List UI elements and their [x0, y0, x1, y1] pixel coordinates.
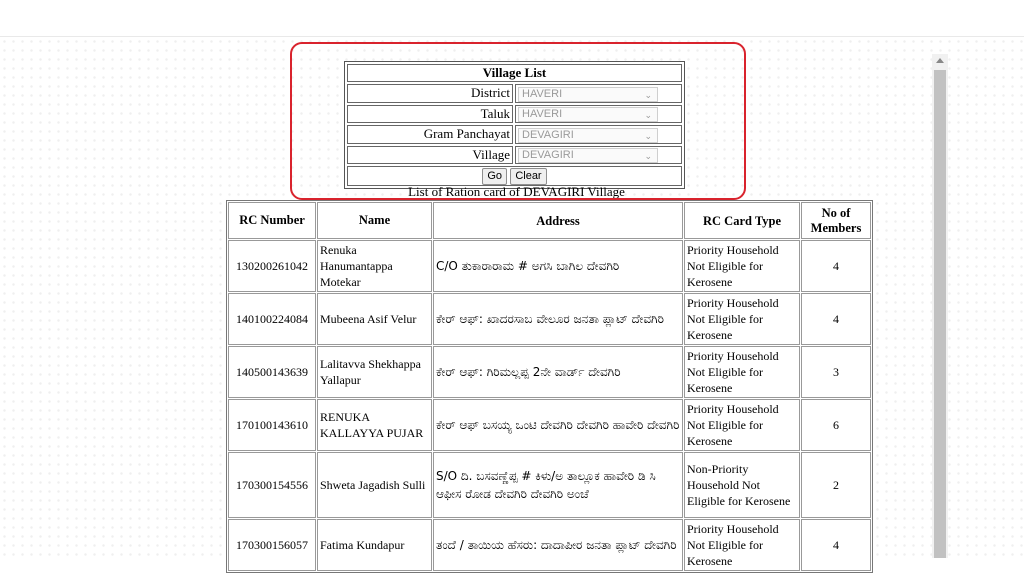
clear-button[interactable]: Clear — [510, 168, 546, 185]
header-no-of-members: No of Members — [801, 202, 871, 239]
address-cell: ಕೇರ್ ಆಫ್: ಖಾದರಸಾಬ ವೇಲೂರ ಜನತಾ ಪ್ಲಾಟ್ ದೇವಗಿರಿ — [433, 293, 683, 345]
rc-number-cell: 170300154556 — [228, 452, 316, 518]
table-row — [228, 346, 871, 398]
header-name: Name — [317, 202, 432, 239]
village-select-value: DEVAGIRI — [522, 149, 574, 162]
table-header-row — [228, 202, 871, 239]
name-cell: Fatima Kundapur — [317, 519, 432, 571]
taluk-label: Taluk — [347, 105, 513, 124]
rc-card-type-cell: Priority Household Not Eligible for Kerosene — [684, 240, 800, 292]
scrollbar-thumb[interactable] — [934, 70, 946, 558]
chevron-down-icon: ⌄ — [644, 110, 652, 121]
table-row — [228, 519, 871, 571]
header-rc-card-type: RC Card Type — [684, 202, 800, 239]
district-select-value: HAVERI — [522, 87, 563, 100]
taluk-select-value: HAVERI — [522, 108, 563, 121]
chevron-down-icon: ⌄ — [644, 130, 652, 141]
vertical-scrollbar[interactable] — [932, 54, 948, 558]
address-cell: S/O ದಿ. ಬಸವಣ್ಣೆಪ್ಪ # ಕಿಳು/ಅ ತಾಲ್ಲೂಕ ಹಾವೇರಿ ಡಿ ಸಿ ಆಫೀಸ ರೋಡ ದೇವಗಿರಿ ದೇವಗಿರಿ ಅಂಚೆ — [433, 452, 683, 518]
chevron-down-icon: ⌄ — [644, 89, 652, 100]
red-highlight-outline — [290, 42, 746, 200]
go-button[interactable]: Go — [482, 168, 507, 185]
table-row — [228, 399, 871, 451]
rc-card-type-cell: Non-Priority Household Not Eligible for Kerosene — [684, 452, 800, 518]
members-cell: 4 — [801, 240, 871, 292]
members-cell: 2 — [801, 452, 871, 518]
table-row — [228, 240, 871, 292]
address-cell: C/O ತುಕಾರಾರಾಮ # ಅಗಸಿ ಬಾಗಿಲ ದೇವಗಿರಿ — [433, 240, 683, 292]
table-caption: List of Ration card of DEVAGIRI Village — [408, 184, 625, 199]
rc-number-cell: 170300156057 — [228, 519, 316, 571]
browser-top-bar — [0, 0, 1024, 37]
members-cell: 4 — [801, 519, 871, 571]
rc-card-type-cell: Priority Household Not Eligible for Kerosene — [684, 346, 800, 398]
name-cell: Mubeena Asif Velur — [317, 293, 432, 345]
district-label: District — [347, 84, 513, 103]
header-address: Address — [433, 202, 683, 239]
members-cell: 6 — [801, 399, 871, 451]
address-cell: ಕೇರ್ ಆಫ್: ಗಿರಿಮಲ್ಲಪ್ಪ 2ನೇ ವಾರ್ಡ್ ದೇವಗಿರಿ — [433, 346, 683, 398]
address-cell: ತಂದೆ / ತಾಯಿಯ ಹೆಸರು: ದಾದಾಪೀರ ಜನತಾ ಪ್ಲಾಟ್ ದೇವಗಿರಿ — [433, 519, 683, 571]
name-cell: RENUKA KALLAYYA PUJAR — [317, 399, 432, 451]
rc-card-type-cell: Priority Household Not Eligible for Kerosene — [684, 293, 800, 345]
gram-panchayat-label: Gram Panchayat — [347, 125, 513, 144]
rc-card-type-cell: Priority Household Not Eligible for Kerosene — [684, 399, 800, 451]
chevron-down-icon: ⌄ — [644, 151, 652, 162]
name-cell: Lalitavva Shekhappa Yallapur — [317, 346, 432, 398]
rc-number-cell: 130200261042 — [228, 240, 316, 292]
name-cell: Shweta Jagadish Sulli — [317, 452, 432, 518]
table-row — [228, 452, 871, 518]
members-cell: 4 — [801, 293, 871, 345]
address-cell: ಕೇರ್ ಆಫ್ ಬಸಯ್ಯ ಒಂಟಿ ದೇವಗಿರಿ ದೇವಗಿರಿ ಹಾವೇರಿ ದೇವಗಿರಿ — [433, 399, 683, 451]
table-row — [228, 293, 871, 345]
scroll-up-arrow-icon[interactable] — [936, 58, 944, 63]
rc-number-cell: 140100224084 — [228, 293, 316, 345]
gram-panchayat-select-value: DEVAGIRI — [522, 128, 574, 141]
members-cell: 3 — [801, 346, 871, 398]
form-title: Village List — [347, 64, 682, 82]
name-cell: Renuka Hanumantappa Motekar — [317, 240, 432, 292]
header-rc-number: RC Number — [228, 202, 316, 239]
ration-card-table — [226, 200, 873, 573]
rc-number-cell: 140500143639 — [228, 346, 316, 398]
village-label: Village — [347, 146, 513, 165]
rc-number-cell: 170100143610 — [228, 399, 316, 451]
rc-card-type-cell: Priority Household Not Eligible for Kerosene — [684, 519, 800, 571]
